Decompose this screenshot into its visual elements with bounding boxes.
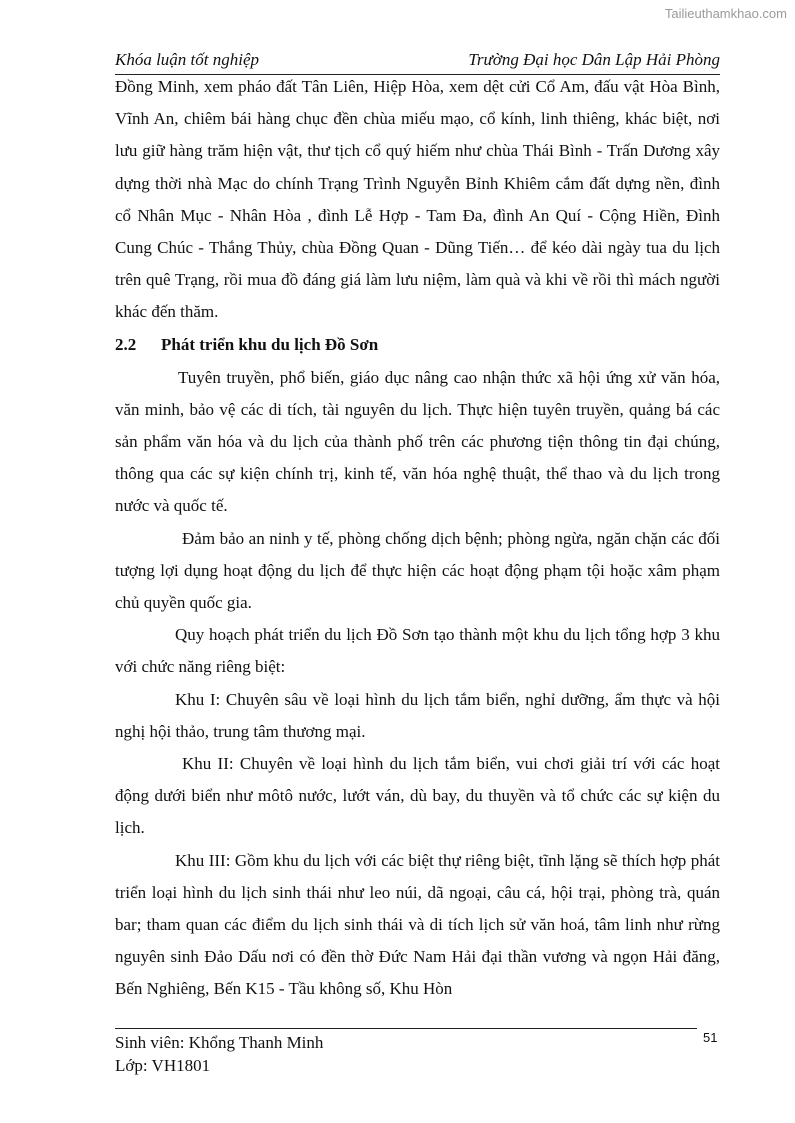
watermark: Tailieuthamkhao.com bbox=[664, 6, 787, 21]
page-body bbox=[115, 71, 720, 1006]
footer-student: Sinh viên: Khổng Thanh Minh bbox=[115, 1033, 324, 1052]
section-number: 2.2 bbox=[115, 334, 137, 354]
paragraph-5: Khu I: Chuyên sâu về loại hình du lịch tắm biển, nghỉ dưỡng, ẩm thực và hội nghị hội thảo, trung tâm thương mại. bbox=[115, 689, 720, 741]
paragraph-2: Tuyên truyền, phổ biến, giáo dục nâng cao nhận thức xã hội ứng xử văn hóa, văn minh, bảo vệ các di tích, tài nguyên du lịch. Thực hiện tuyên truyền, quảng bá các sản phẩm văn hóa và du lịch của thành phố trên các phương tiện thông tin đại chúng, thông qua các sự kiện chính trị, kinh tế, văn hóa nghệ thuật, thể thao và du lịch trong nước và quốc tế. bbox=[115, 367, 720, 516]
page-number: 51 bbox=[703, 1030, 718, 1045]
header-thesis-label: Khóa luận tốt nghiệp bbox=[115, 50, 260, 69]
paragraph-1: Đồng Minh, xem pháo đất Tân Liên, Hiệp Hòa, xem dệt cửi Cổ Am, đấu vật Hòa Bình, Vĩnh An, chiêm bái hàng chục đền chùa miếu mạo, cổ kính, linh thiêng, khác biệt, nơi lưu giữ hàng trăm hiện vật, thư tịch cổ quý hiếm như chùa Thái Bình - Trấn Dương xây dựng thời nhà Mạc do chính Trạng Trình Nguyễn Bỉnh Khiêm cắm đất dựng nền, đình cổ Nhân Mục - Nhân Hòa , đình Lễ Hợp - Tam Đa, đình An Quí - Cộng Hiền, Đình Cung Chúc - Thắng Thủy, chùa Đồng Quan - Dũng Tiến… để kéo dài ngày tua du lịch trên quê Trạng, rồi mua đồ đáng giá làm lưu niệm, làm quà và khi về rồi thì mách người khác đến thăm. bbox=[115, 77, 720, 322]
paragraph-4: Quy hoạch phát triển du lịch Đồ Sơn tạo thành một khu du lịch tổng hợp 3 khu với chức năng riêng biệt: bbox=[115, 625, 720, 677]
section-title: Phát triển khu du lịch Đồ Sơn bbox=[161, 334, 379, 354]
paragraph-3: Đảm bảo an ninh y tế, phòng chống dịch bệnh; phòng ngừa, ngăn chặn các đối tượng lợi dụng hoạt động du lịch để thực hiện các hoạt động phạm tội hoặc xâm phạm chủ quyền quốc gia. bbox=[115, 528, 720, 613]
header-university: Trường Đại học Dân Lập Hải Phòng bbox=[468, 50, 720, 69]
paragraph-6: Khu II: Chuyên về loại hình du lịch tắm biển, vui chơi giải trí với các hoạt động dưới biển như môtô nước, lướt ván, dù bay, du thuyền và tổ chức các sự kiện du lịch. bbox=[115, 754, 720, 838]
footer-class: Lớp: VH1801 bbox=[115, 1056, 211, 1075]
section-heading bbox=[115, 329, 720, 362]
footer-divider bbox=[115, 1028, 697, 1029]
paragraph-7: Khu III: Gồm khu du lịch với các biệt thự riêng biệt, tĩnh lặng sẽ thích hợp phát triển loại hình du lịch sinh thái như leo núi, dã ngoại, câu cá, hội trại, phòng trà, quán bar; tham quan các điểm du lịch sinh thái và di tích lịch sử văn hoá, tâm linh như rừng nguyên sinh Đảo Dấu nơi có đền thờ Đức Nam Hải đại thần vương và ngọn Hải đăng, Bến Nghiêng, Bến K15 - Tầu không số, Khu Hòn bbox=[115, 850, 720, 999]
